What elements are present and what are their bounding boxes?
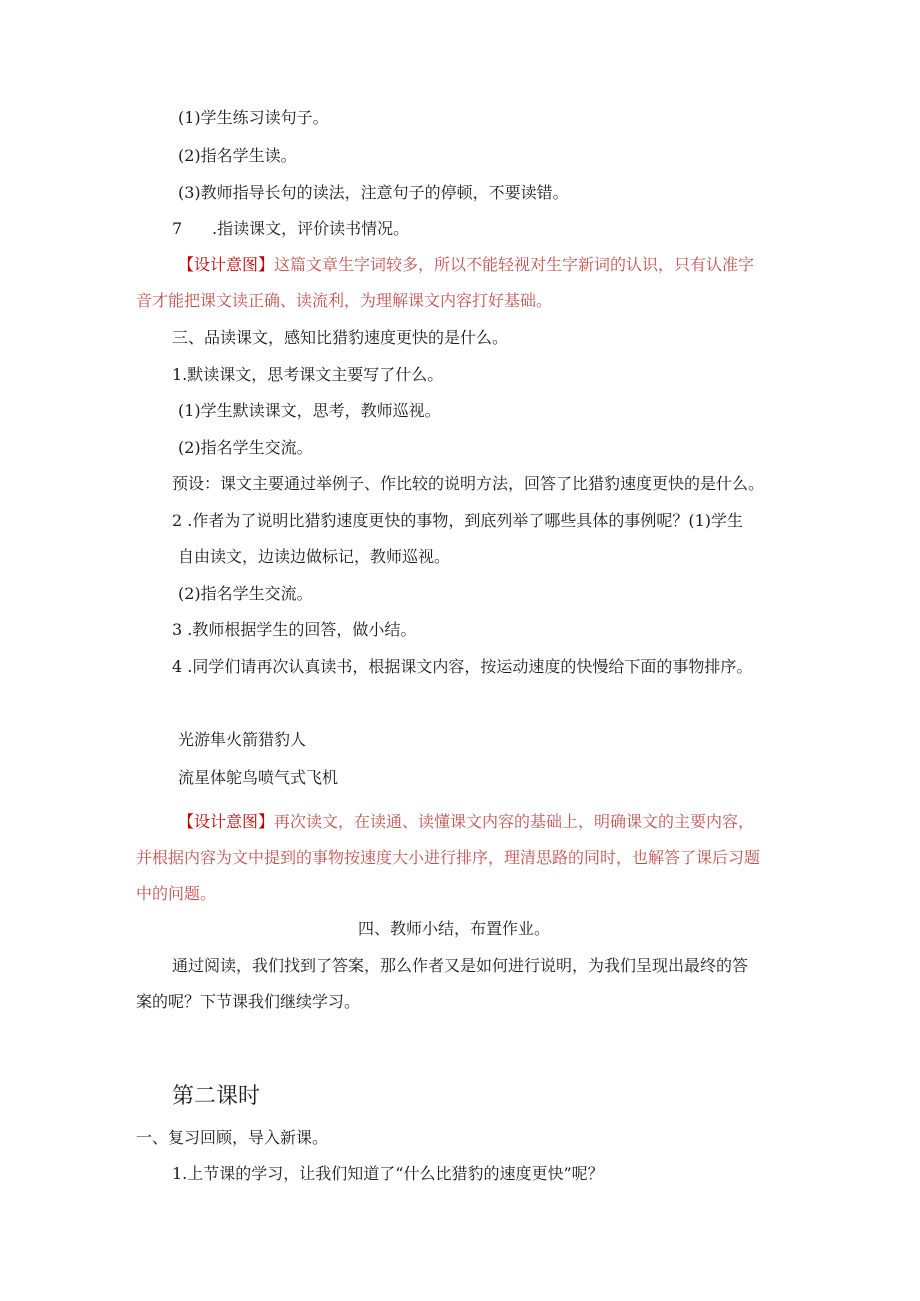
ordering-items-row-2: 流星体鸵鸟喷气式飞机 [178,768,339,787]
section-4-heading: 四、教师小结，布置作业。 [358,919,551,938]
step-3-summary: 3 .教师根据学生的回答，做小结。 [172,620,417,639]
step-silent-reading: 1.默读课文，思考课文主要写了什么。 [172,365,444,384]
ordering-items-row-1: 光游隼火箭猎豹人 [178,730,307,749]
step-named-reading: (2)指名学生读。 [178,146,297,165]
step-2-question: 2 .作者为了说明比猎豹速度更快的事物，到底列举了哪些具体的事例呢？(1)学生 [172,511,744,530]
step-2-free-reading: 自由读文，边读边做标记，教师巡视。 [178,547,451,566]
design-intent-1-text: 这篇文章生字词较多，所以不能轻视对生字新词的认识，只有认准字 [274,255,755,274]
step-7-number: 7 [172,219,183,238]
step-practice-reading: (1)学生练习读句子。 [178,108,329,127]
step-teacher-guidance: (3)教师指导长句的读法，注意句子的停顿，不要读错。 [178,183,569,202]
design-intent-tag: 【设计意图】 [178,812,275,831]
step-student-silent-reading: (1)学生默读课文，思考，教师巡视。 [178,401,441,420]
closing-paragraph-line2: 案的呢？下节课我们继续学习。 [136,992,361,1011]
step-student-exchange-1: (2)指名学生交流。 [178,438,313,457]
design-intent-2-line2: 并根据内容为文中提到的事物按速度大小进行排序，理清思路的同时，也解答了课后习题 [136,848,761,867]
lesson-2-review-question: 1.上节课的学习，让我们知道了“什么比猎豹的速度更快”呢？ [172,1164,604,1183]
step-7-text: .指读课文，评价读书情况。 [212,219,410,238]
design-intent-tag: 【设计意图】 [178,255,275,274]
section-3-heading: 三、品读课文，感知比猎豹速度更快的是什么。 [172,328,509,347]
step-student-exchange-2: (2)指名学生交流。 [178,584,313,603]
lesson-2-title: 第二课时 [172,1084,261,1109]
design-intent-2-line3: 中的问题。 [136,884,217,903]
preset-answer: 预设：课文主要通过举例子、作比较的说明方法，回答了比猎豹速度更快的是什么。 [172,474,765,493]
design-intent-1-line1 [178,254,754,276]
closing-paragraph-line1: 通过阅读，我们找到了答案，那么作者又是如何进行说明，为我们呈现出最终的答 [172,956,749,975]
design-intent-2-line1 [178,811,754,833]
lesson-2-section-1-heading: 一、复习回顾，导入新课。 [136,1128,329,1147]
design-intent-1-line2: 音才能把课文读正确、读流利，为理解课文内容打好基础。 [136,291,553,310]
design-intent-2-text: 再次读文，在读通、读懂课文内容的基础上，明确课文的主要内容， [274,812,755,831]
step-4-ordering: 4 .同学们请再次认真读书，根据课文内容，按运动速度的快慢给下面的事物排序。 [172,657,753,676]
